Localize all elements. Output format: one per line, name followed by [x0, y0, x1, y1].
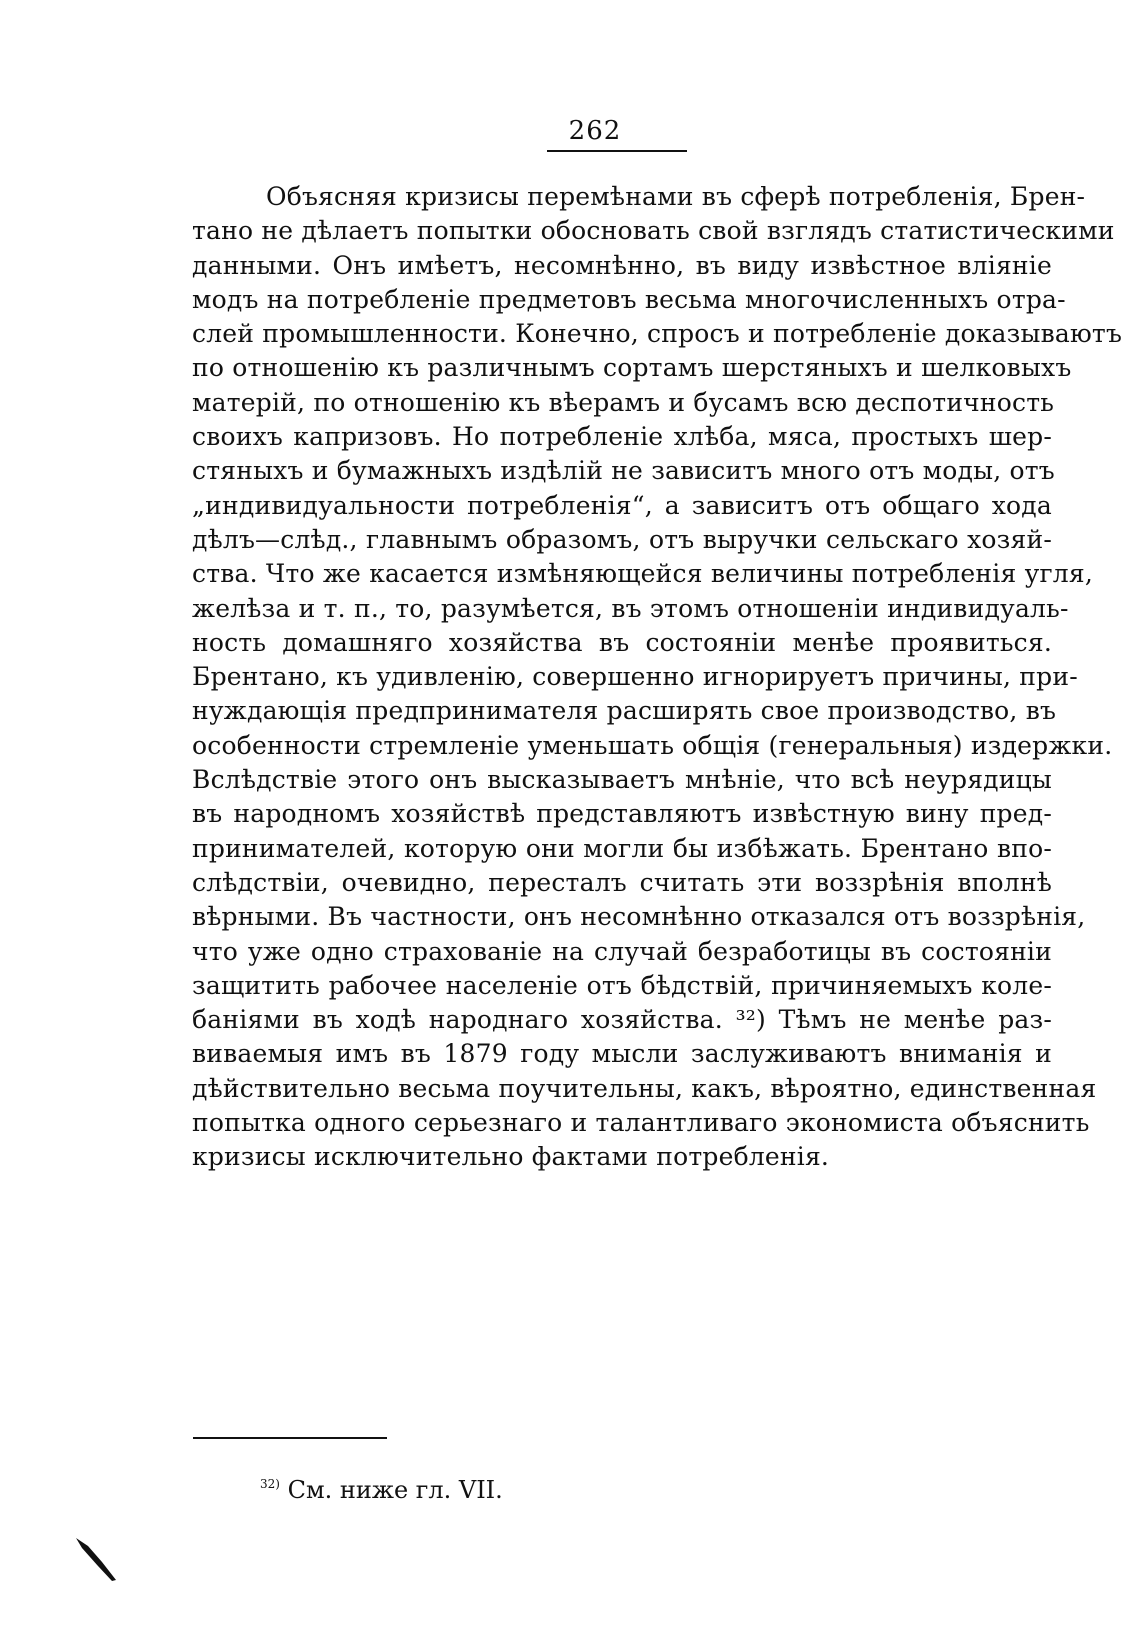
text-line: Объясняя кризисы перемѣнами въ сферѣ потребленія, Брен- [266, 182, 1086, 211]
text-line: принимателей, которую они могли бы избѣжать. Брентано впо- [192, 833, 1052, 863]
text-line: особенности стремленіе уменьшать общія (генеральныя) издержки. [192, 730, 1113, 760]
text-line: ность домашняго хозяйства въ состояніи менѣе проявиться. [192, 627, 1052, 657]
footnote-text: См. ниже гл. VII. [287, 1476, 503, 1504]
text-line: виваемыя имъ въ 1879 году мысли заслуживаютъ вниманія и [192, 1039, 1052, 1069]
text-line: модъ на потребленіе предметовъ весьма многочисленныхъ отра- [192, 284, 1066, 314]
text-line: Вслѣдствіе этого онъ высказываетъ мнѣніе, что всѣ неурядицы [192, 765, 1052, 795]
footnote-rule [193, 1437, 387, 1439]
text-line: матерій, по отношенію къ вѣерамъ и бусамъ всю деспотичность [192, 387, 1055, 417]
text-line: ства. Что же касается измѣняющейся величины потребленія угля, [192, 559, 1093, 589]
footnote [260, 1476, 503, 1504]
text-line: въ народномъ хозяйствѣ представляютъ извѣстную вину пред- [192, 799, 1052, 829]
text-line: стяныхъ и бумажныхъ издѣлій не зависитъ много отъ моды, отъ [192, 456, 1055, 486]
page-number: 262 [568, 116, 622, 146]
text-line: что уже одно страхованіе на случай безработицы въ состояніи [192, 936, 1052, 966]
text-line: слѣдствіи, очевидно, пересталъ считать эти воззрѣнія вполнѣ [192, 867, 1052, 897]
text-line: дѣйствительно весьма поучительны, какъ, вѣроятно, единственная [192, 1073, 1097, 1103]
text-line: попытка одного серьезнаго и талантливаго экономиста объяснить [192, 1108, 1090, 1138]
text-line: дѣлъ—слѣд., главнымъ образомъ, отъ выручки сельскаго хозяй- [192, 524, 1052, 554]
page-number-rule [547, 150, 687, 152]
text-line: защитить рабочее населеніе отъ бѣдствій, причиняемыхъ коле- [192, 970, 1052, 1000]
text-line: тано не дѣлаетъ попытки обосновать свой взглядъ статистическими [192, 216, 1115, 246]
text-line: своихъ капризовъ. Но потребленіе хлѣба, мяса, простыхъ шер- [192, 422, 1052, 452]
text-line: кризисы исключительно фактами потребленія. [192, 1142, 830, 1172]
text-line: вѣрными. Въ частности, онъ несомнѣнно отказался отъ воззрѣнія, [192, 902, 1086, 932]
main-paragraph [192, 180, 1123, 1175]
text-line: данными. Онъ имѣетъ, несомнѣнно, въ виду извѣстное вліяніе [192, 250, 1052, 280]
text-line: баніями въ ходѣ народнаго хозяйства. ³²) Тѣмъ не менѣе раз- [192, 1005, 1052, 1035]
text-line: нуждающія предпринимателя расширять свое производство, въ [192, 696, 1057, 726]
text-line: Брентано, къ удивленію, совершенно игнорируетъ причины, при- [192, 662, 1078, 692]
text-line: „индивидуальности потребленія“, а зависитъ отъ общаго хода [192, 490, 1052, 520]
text-line: слей промышленности. Конечно, спросъ и потребленіе доказываютъ [192, 319, 1123, 349]
text-line: желѣза и т. п., то, разумѣется, въ этомъ отношеніи индивидуаль- [192, 593, 1069, 623]
footnote-marker: 32) [260, 1477, 280, 1491]
scan-mark-icon [74, 1534, 120, 1584]
text-line: по отношенію къ различнымъ сортамъ шерстяныхъ и шелковыхъ [192, 353, 1072, 383]
